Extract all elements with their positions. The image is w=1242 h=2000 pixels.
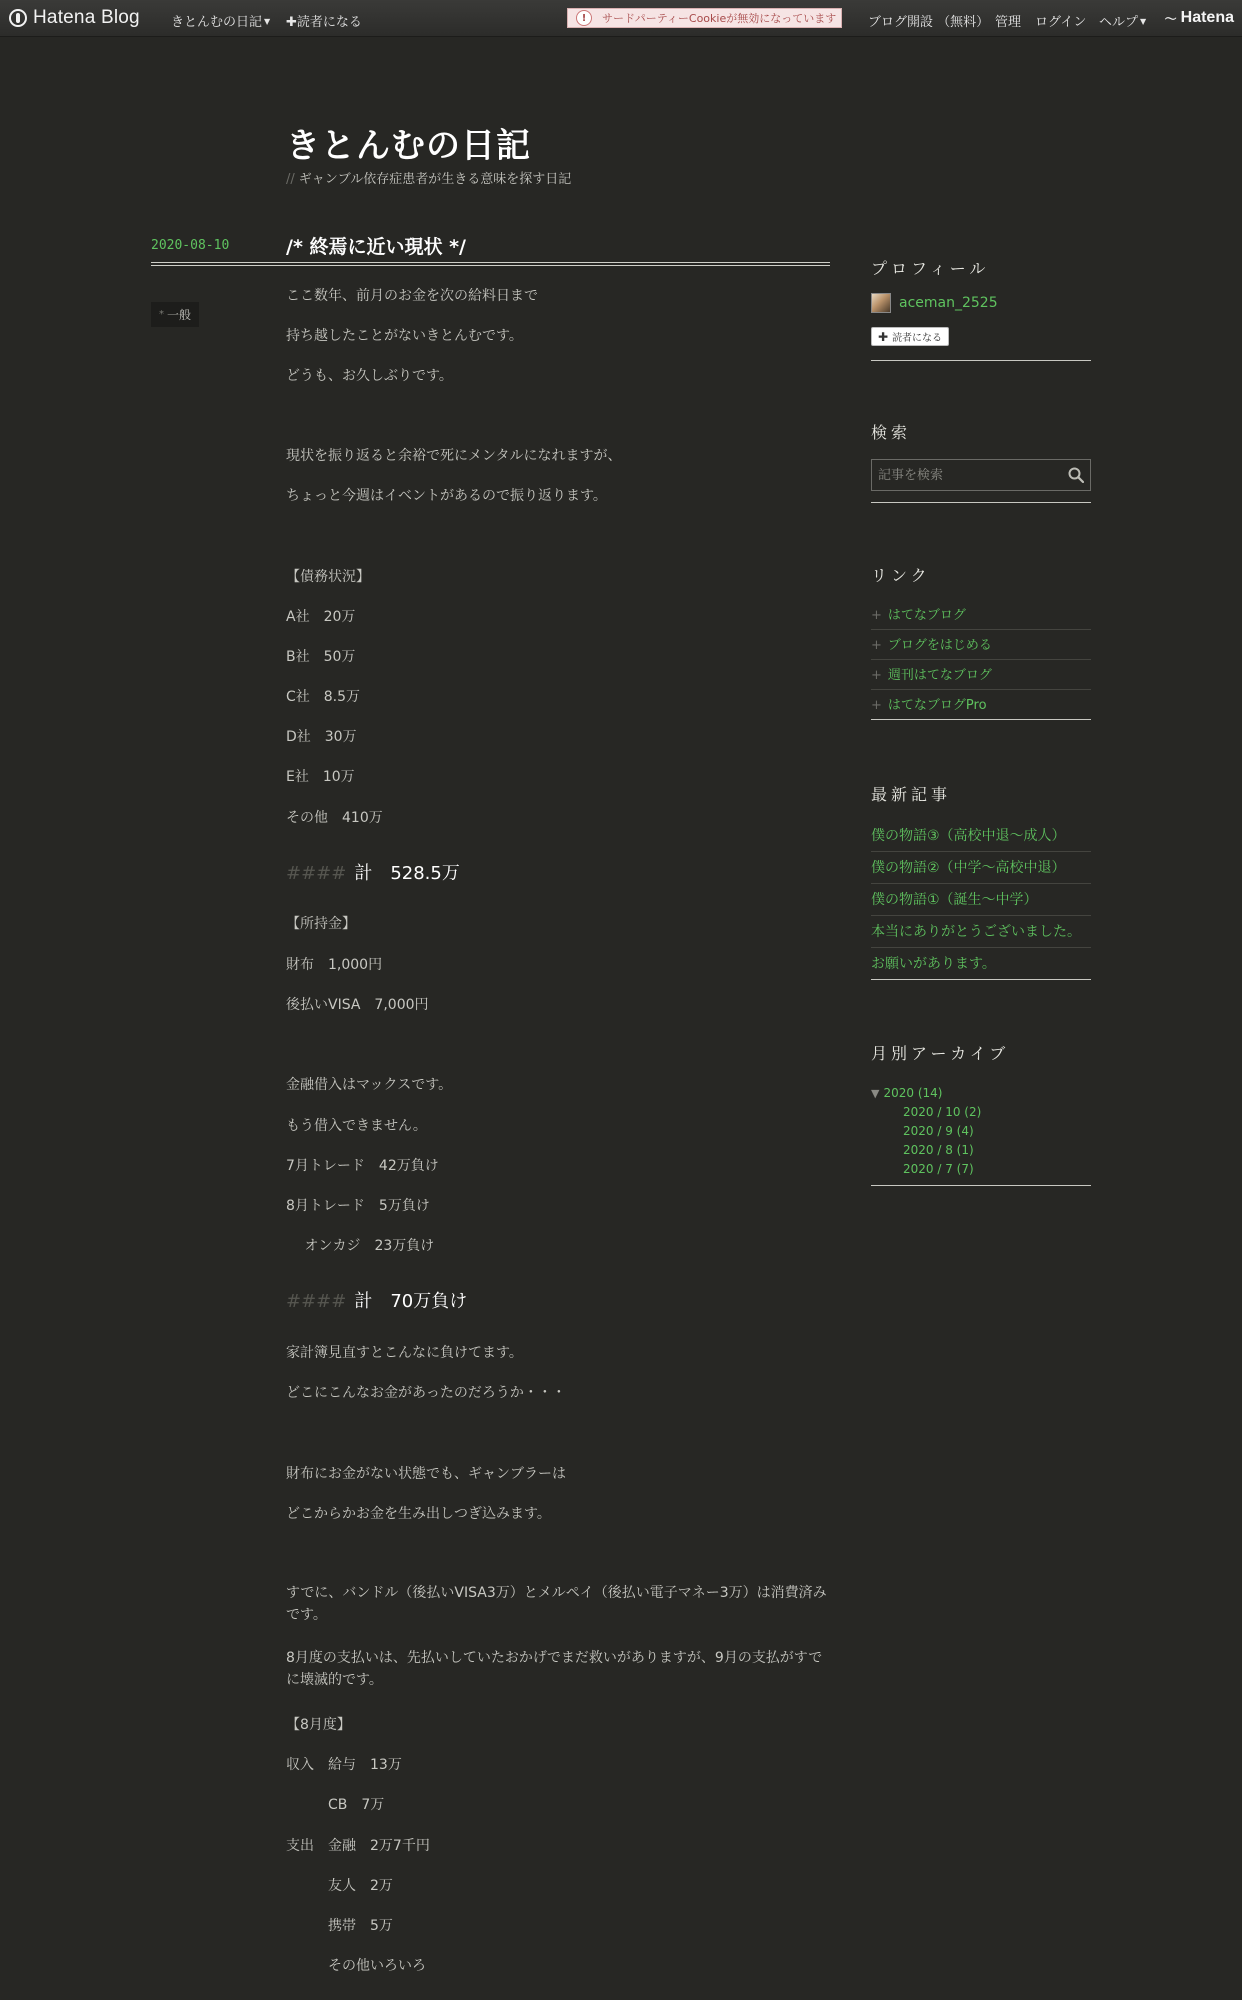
title-divider <box>151 262 830 266</box>
entry-paragraph: どこからかお金を生み出しつぎ込みます。 <box>286 1506 551 1522</box>
plus-marker: + <box>871 638 882 653</box>
blog-menu[interactable] <box>171 11 270 30</box>
caret-down-icon: ▼ <box>1140 17 1147 26</box>
heading-hash: #### <box>286 863 347 884</box>
entry-paragraph: 後払いVISA 7,000円 <box>286 997 429 1013</box>
module-divider <box>871 1185 1091 1186</box>
entry-paragraph: 8月トレード 5万負け <box>286 1198 430 1214</box>
category-tag[interactable] <box>151 302 199 327</box>
links-module-title: リンク <box>871 566 931 585</box>
blog-menu-label: きとんむの日記 <box>171 15 263 30</box>
blog-title[interactable]: きとんむの日記 <box>286 126 531 166</box>
sidebar-link-item[interactable] <box>871 691 1091 720</box>
entry-paragraph: 財布 1,000円 <box>286 957 383 973</box>
entry-paragraph: B社 50万 <box>286 649 356 665</box>
hatena-blog-logo-icon <box>9 9 27 27</box>
start-blog-link[interactable]: ブログ開設 （無料） <box>868 15 990 30</box>
help-menu[interactable] <box>1099 11 1146 30</box>
plus-icon: ✚ <box>878 329 889 344</box>
entry-paragraph: 友人 2万 <box>286 1878 393 1894</box>
module-divider <box>871 360 1091 361</box>
login-link[interactable]: ログイン <box>1035 15 1087 30</box>
subscribe-link[interactable] <box>286 11 362 30</box>
category-label: 一般 <box>167 308 192 322</box>
plus-marker: + <box>871 668 882 683</box>
recent-entry-link[interactable]: 僕の物語②（中学～高校中退） <box>871 852 1091 884</box>
search-box <box>871 459 1091 491</box>
search-module-title: 検索 <box>871 423 912 442</box>
description-text: ギャンブル依存症患者が生きる意味を探す日記 <box>298 172 572 187</box>
logo-text: Hatena Blog <box>33 7 140 28</box>
archive-year-label: 2020 (14) <box>883 1086 943 1100</box>
entry-paragraph: 収入 給与 13万 <box>286 1757 402 1773</box>
follow-button-label: 読者になる <box>892 333 943 344</box>
blog-description <box>286 168 571 187</box>
entry-paragraph: 財布にお金がない状態でも、ギャンブラーは <box>286 1466 566 1482</box>
entry-paragraph: 現状を振り返ると余裕で死にメンタルになれますが、 <box>286 448 622 464</box>
manage-link[interactable]: 管理 <box>995 15 1022 30</box>
entry-paragraph: もう借入できません。 <box>286 1118 427 1134</box>
entry-paragraph: D社 30万 <box>286 729 357 745</box>
hatena-blog-logo[interactable] <box>9 7 140 29</box>
entry-paragraph: 【8月度】 <box>286 1717 351 1733</box>
warning-icon: ! <box>576 10 592 26</box>
module-divider <box>871 502 1091 503</box>
entry-paragraph: ここ数年、前月のお金を次の給料日まで <box>286 288 538 304</box>
archive-month-link[interactable]: 2020 / 10 (2) <box>903 1105 982 1119</box>
profile-row <box>871 293 998 313</box>
entry-paragraph: E社 10万 <box>286 769 355 785</box>
archive-year[interactable] <box>871 1086 942 1100</box>
description-prefix: // <box>286 172 295 187</box>
entry-date[interactable]: 2020-08-10 <box>151 238 230 253</box>
cookie-warning-text: サードパーティーCookieが無効になっています <box>602 12 837 25</box>
heading-text: 計 70万負け <box>354 1291 468 1312</box>
entry-paragraph: 7月トレード 42万負け <box>286 1158 439 1174</box>
entry-title[interactable]: /* 終焉に近い現状 */ <box>286 236 466 258</box>
entry-heading-total-debt <box>286 859 460 885</box>
heading-text: 計 528.5万 <box>354 863 460 884</box>
link-label: はてなブログ <box>887 608 966 623</box>
subscribe-label: 読者になる <box>296 15 362 30</box>
recent-entry-link[interactable]: 僕の物語①（誕生～中学） <box>871 884 1091 916</box>
hatena-logo-text: Hatena <box>1180 9 1234 26</box>
entry-paragraph: 金融借入はマックスです。 <box>286 1077 453 1093</box>
hatena-logo[interactable] <box>1165 9 1234 27</box>
entry-paragraph: CB 7万 <box>286 1797 385 1813</box>
global-header <box>0 0 1242 37</box>
plus-icon: ✚ <box>286 15 297 30</box>
expand-triangle-icon[interactable]: ▼ <box>871 1087 880 1100</box>
entry-paragraph: 【所持金】 <box>286 916 356 932</box>
entry-paragraph: 支出 金融 2万7千円 <box>286 1838 430 1854</box>
caret-down-icon: ▼ <box>264 17 271 26</box>
entry-paragraph: どうも、お久しぶりです。 <box>286 368 453 384</box>
follow-button[interactable] <box>871 327 949 346</box>
profile-module-title: プロフィール <box>871 259 990 278</box>
avatar[interactable] <box>871 293 891 313</box>
entry-paragraph: 携帯 5万 <box>286 1918 393 1934</box>
link-label: ブログをはじめる <box>887 638 992 653</box>
entry-paragraph: オンカジ 23万負け <box>286 1238 435 1254</box>
cookie-warning[interactable] <box>567 8 842 28</box>
recent-entry-link[interactable]: 僕の物語③（高校中退～成人） <box>871 820 1091 852</box>
entry-paragraph: その他いろいろ <box>286 1958 426 1974</box>
archive-module-title: 月別アーカイブ <box>871 1044 1010 1063</box>
recent-entry-link[interactable]: 本当にありがとうございました。 <box>871 916 1091 948</box>
archive-month-link[interactable]: 2020 / 8 (1) <box>903 1143 974 1157</box>
plus-marker: + <box>871 698 882 713</box>
entry-paragraph: どこにこんなお金があったのだろうか・・・ <box>286 1385 566 1401</box>
hatena-bird-icon: 〜 <box>1164 11 1177 26</box>
entry-paragraph: 【債務状況】 <box>286 569 370 585</box>
entry-paragraph: 8月度の支払いは、先払いしていたおかげでまだ救いがありますが、9月の支払がすでに壊滅的です。 <box>286 1650 823 1688</box>
category-mark: * <box>159 309 164 320</box>
entry-paragraph: その他 410万 <box>286 810 383 826</box>
sidebar-link-item[interactable] <box>871 661 1091 690</box>
link-label: 週刊はてなブログ <box>887 668 992 683</box>
archive-month-link[interactable]: 2020 / 9 (4) <box>903 1124 974 1138</box>
recent-module-title: 最新記事 <box>871 785 952 804</box>
entry-heading-total-loss <box>286 1287 467 1313</box>
heading-hash: #### <box>286 1291 347 1312</box>
entry-paragraph: ちょっと今週はイベントがあるので振り返ります。 <box>286 488 607 504</box>
help-label: ヘルプ <box>1099 15 1139 30</box>
link-label: はてなブログPro <box>887 698 987 713</box>
search-icon[interactable] <box>1068 467 1084 483</box>
entry-paragraph: 家計簿見直すとこんなに負けてます。 <box>286 1345 523 1361</box>
plus-marker: + <box>871 608 882 623</box>
sidebar-link-item[interactable] <box>871 631 1091 660</box>
entry-paragraph: C社 8.5万 <box>286 689 361 705</box>
archive-month-link[interactable]: 2020 / 7 (7) <box>903 1162 974 1176</box>
profile-username[interactable]: aceman_2525 <box>899 295 998 311</box>
entry-paragraph: A社 20万 <box>286 609 356 625</box>
sidebar-link-item[interactable] <box>871 601 1091 630</box>
entry-paragraph: 持ち越したことがないきとんむです。 <box>286 328 523 344</box>
entry-paragraph: すでに、バンドル（後払いVISA3万）とメルペイ（後払い電子マネー3万）は消費済みです。 <box>286 1585 827 1623</box>
search-input[interactable] <box>872 460 1064 490</box>
recent-entry-link[interactable]: お願いがあります。 <box>871 948 1091 980</box>
